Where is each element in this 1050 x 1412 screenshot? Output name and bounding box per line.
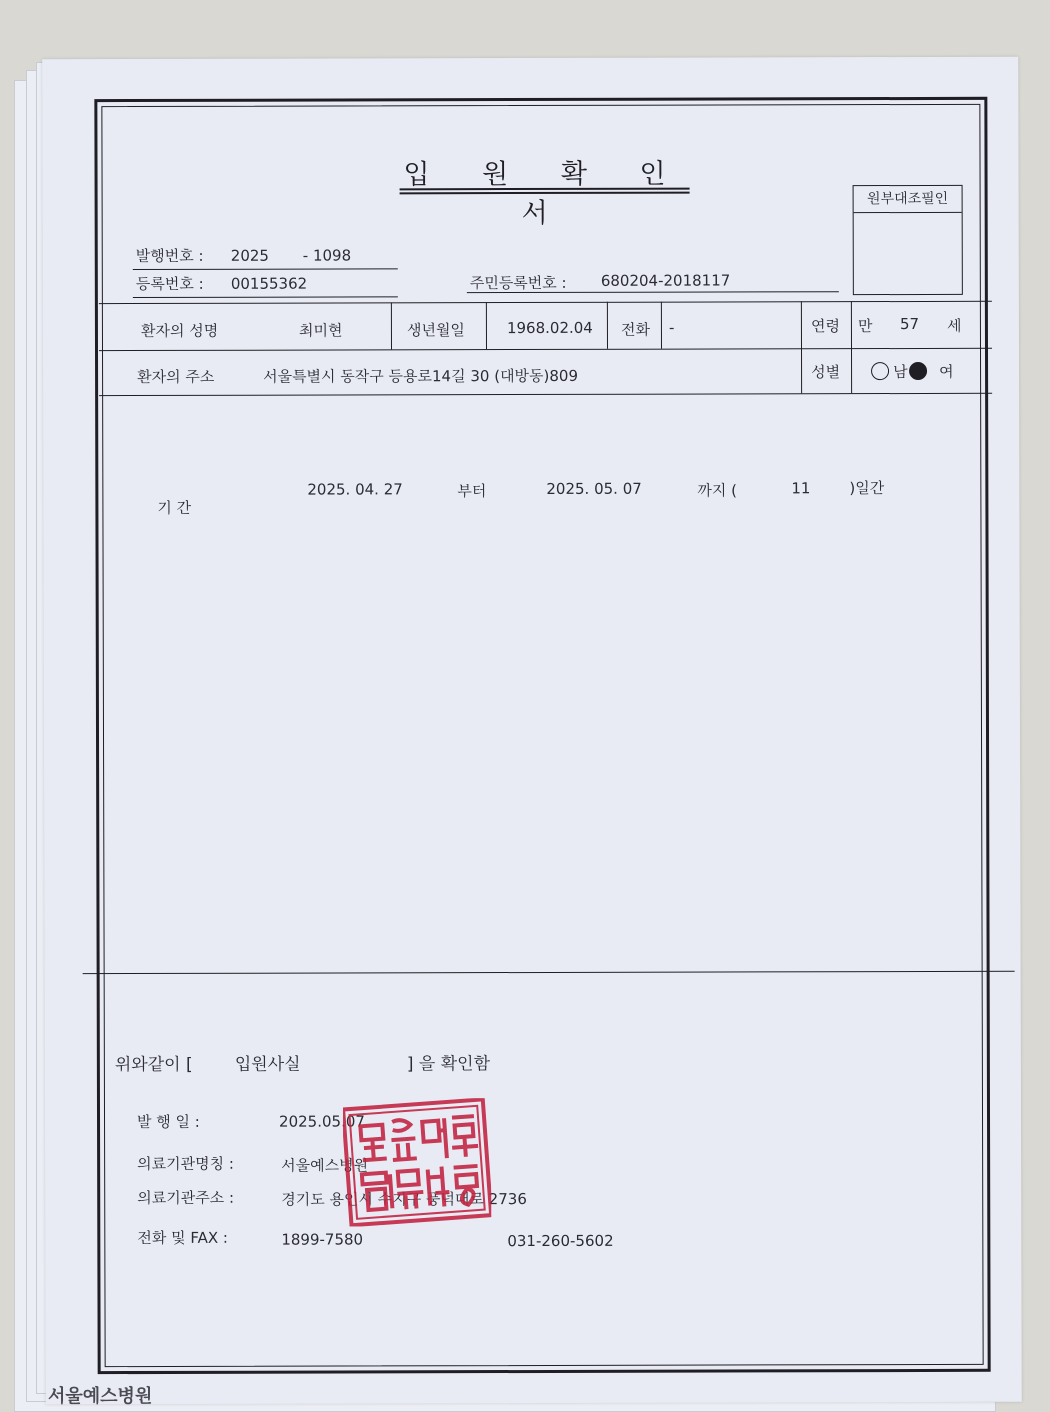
- confirmation-suffix: ] 을 확인함: [406, 1054, 491, 1075]
- phone-value: -: [668, 318, 675, 337]
- footer-hospital-logo: 서울예스병원: [48, 1386, 153, 1407]
- issue-number-label: 발행번호 :: [135, 246, 204, 266]
- section-divider: [83, 971, 1015, 974]
- phone-label: 전화: [620, 320, 650, 339]
- issue-sequence: - 1098: [302, 246, 352, 265]
- col-divider-6: [851, 301, 852, 393]
- col-divider-3: [607, 302, 608, 349]
- resident-number-label: 주민등록번호 :: [469, 273, 567, 293]
- period-end: 2025. 05. 07: [546, 479, 642, 498]
- sex-female-radio: [909, 362, 927, 380]
- institution-address-label: 의료기관주소 :: [137, 1188, 235, 1208]
- institution-name-value: 서울예스병원: [281, 1156, 369, 1175]
- seal-verification-box: [853, 185, 963, 295]
- table-mid-border: [99, 348, 992, 351]
- sex-male-radio: [871, 362, 889, 380]
- document-title: 입 원 확 인 서: [403, 158, 688, 230]
- registration-label: 등록번호 :: [135, 274, 204, 294]
- age-suffix: 세: [946, 316, 962, 335]
- address-label: 환자의 주소: [137, 367, 215, 387]
- col-divider-4: [661, 302, 662, 349]
- sex-female-label: 여: [939, 362, 954, 381]
- col-divider-2: [486, 302, 487, 349]
- hospital-seal-stamp: [343, 1098, 491, 1226]
- age-prefix: 만: [857, 317, 873, 336]
- resident-number-value: 680204-2018117: [600, 271, 731, 290]
- col-divider-1: [391, 302, 392, 349]
- birth-date-label: 생년월일: [406, 321, 465, 340]
- period-start: 2025. 04. 27: [307, 480, 403, 499]
- period-days-suffix: )일간: [849, 479, 885, 498]
- confirmation-item: 입원사실: [234, 1054, 301, 1075]
- patient-name-value: 최미현: [298, 321, 343, 340]
- table-top-border: [99, 301, 992, 304]
- document-sheet: [42, 57, 1022, 1405]
- sex-label: 성별: [811, 363, 841, 382]
- phone-fax-label: 전화 및 FAX :: [137, 1228, 228, 1248]
- issue-year: 2025: [230, 246, 269, 265]
- confirmation-prefix: 위와같이 [: [114, 1054, 193, 1076]
- age-value: 57: [899, 314, 920, 334]
- institution-name-label: 의료기관명칭 :: [137, 1154, 234, 1174]
- document-frame: [94, 97, 990, 1374]
- address-value: 서울특별시 동작구 등용로14길 30 (대방동)809: [263, 366, 579, 386]
- institution-fax: 031-260-5602: [507, 1231, 614, 1251]
- period-days: 11: [791, 479, 811, 498]
- age-label: 연령: [810, 317, 840, 336]
- issue-number-underline: [133, 268, 398, 270]
- period-to-text: 까지 (: [697, 481, 738, 500]
- patient-name-label: 환자의 성명: [140, 321, 219, 341]
- resident-number-underline: [467, 291, 839, 293]
- registration-value: 00155362: [230, 274, 308, 293]
- col-divider-5: [801, 301, 802, 393]
- table-bottom-border: [99, 393, 992, 396]
- period-from-text: 부터: [457, 482, 487, 501]
- institution-phone: 1899-7580: [281, 1230, 364, 1249]
- institution-address-value: 경기도 용인시 수지구 풍덕대로 2736: [281, 1190, 527, 1209]
- period-label: 기 간: [157, 498, 192, 517]
- registration-underline: [133, 296, 398, 298]
- issue-date-label: 발 행 일 :: [137, 1112, 200, 1132]
- sex-male-label: 남: [893, 363, 908, 382]
- issue-date-value: 2025.05.07: [278, 1112, 365, 1131]
- seal-box-label: 원부대조필인: [854, 186, 962, 213]
- birth-date-value: 1968.02.04: [506, 318, 593, 338]
- document-inner-frame: [101, 104, 983, 1367]
